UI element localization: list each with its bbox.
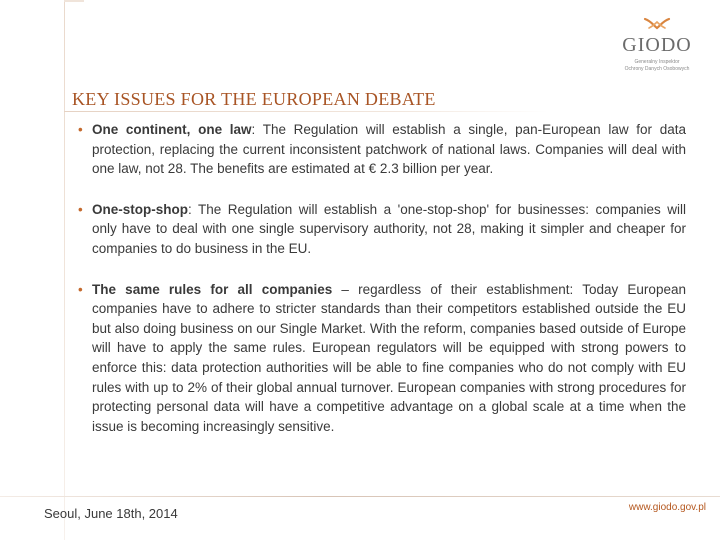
bullet-lead: The same rules for all companies xyxy=(92,281,333,297)
slide-title: KEY ISSUES FOR THE EUROPEAN DEBATE xyxy=(72,89,436,109)
title-underline xyxy=(64,111,548,112)
logo-wordmark: GIODO xyxy=(622,34,692,56)
footer-rule xyxy=(0,496,720,497)
logo-subtitle-line-1: Generalny Inspektor xyxy=(634,59,680,65)
bullet-item-one-continent xyxy=(74,120,686,179)
logo-mark-icon xyxy=(641,16,673,32)
bullet-lead: One continent, one law xyxy=(92,122,252,137)
footer-place-date: Seoul, June 18th, 2014 xyxy=(44,506,178,521)
bullet-dot-icon: • xyxy=(78,201,83,217)
bullet-list xyxy=(74,120,686,436)
footer-website-link[interactable]: www.giodo.gov.pl xyxy=(628,502,706,513)
bullet-lead: One-stop-shop xyxy=(92,201,188,217)
bullet-text: : The Regulation will establish a 'one-stop-shop' for businesses: companies will only have to deal with one single supervisory authority, not 28, making it simpler and cheaper for companies to do business in the EU. xyxy=(92,201,686,256)
bullet-text: : The Regulation will establish a single, pan-European law for data protection, replacing the current inconsistent patchwork of national laws. Companies will deal with one law, not 28. The benefits are estimated at € 2.3 billion per year. xyxy=(92,122,686,177)
bullet-dot-icon: • xyxy=(78,122,83,137)
bullet-item-same-rules xyxy=(74,280,686,437)
top-accent-rule xyxy=(64,0,84,2)
logo-subtitle xyxy=(616,59,698,73)
logo-subtitle-line-2: Ochrony Danych Osobowych xyxy=(624,66,690,72)
bullet-dot-icon: • xyxy=(78,281,83,297)
bullet-item-one-stop-shop xyxy=(74,200,686,259)
bullet-text: – regardless of their establishment: Today European companies have to adhere to stricter standards than their competitors established outside the EU but also doing business on our Single Market. With the reform, companies based outside of Europe will have to apply the same rules. European regulators will be equipped with strong powers to enforce this: data protection authorities will be able to fine companies who do not comply with EU rules with up to 2% of their global annual turnover. European companies with strong procedures for protecting personal data will have a competitive advantage on a global scale at a time when the issue is becoming increasingly sensitive. xyxy=(92,281,686,434)
left-vertical-rule xyxy=(64,0,65,540)
giodo-logo xyxy=(616,16,698,82)
